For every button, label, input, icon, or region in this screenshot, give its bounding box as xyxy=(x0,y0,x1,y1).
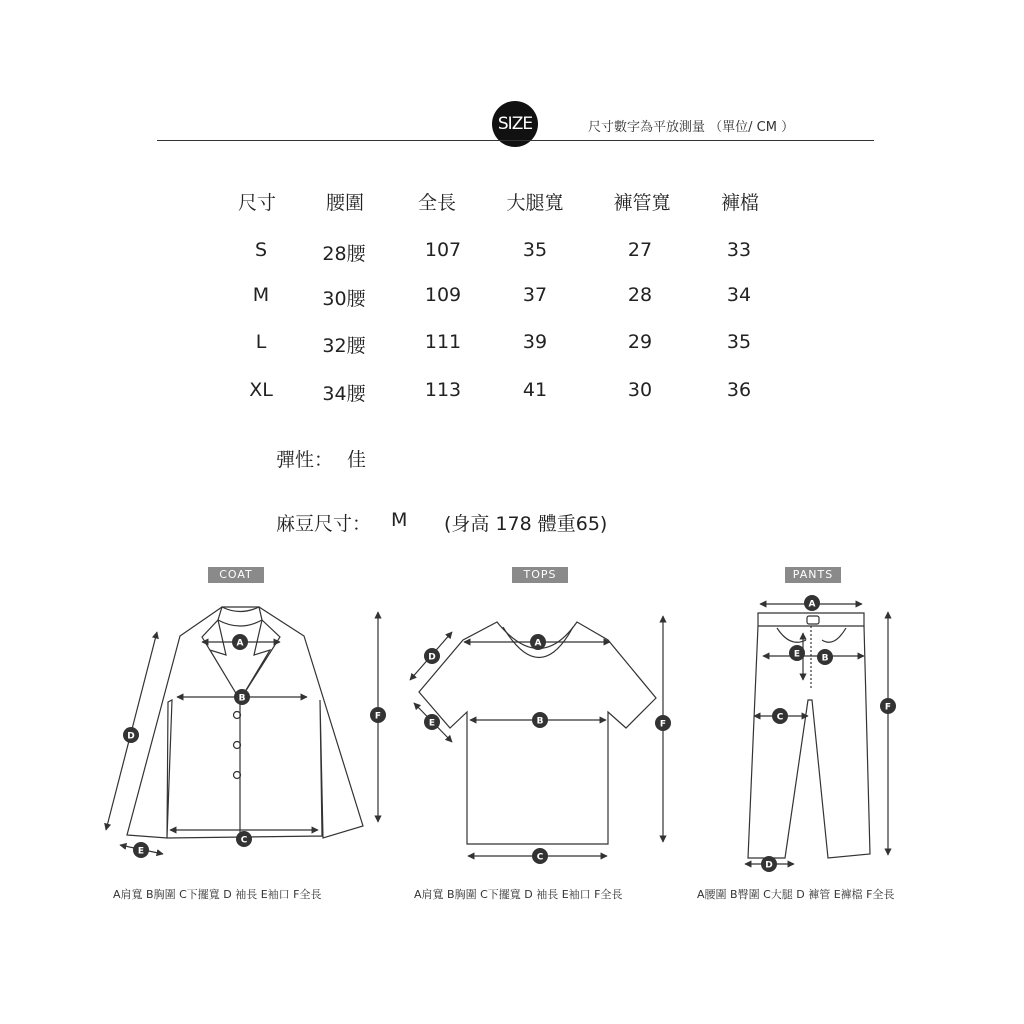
coat-markers xyxy=(123,634,386,858)
marker-f xyxy=(655,715,671,731)
coat-tag: COAT xyxy=(208,567,264,583)
table-header-thigh: 大腿寬 xyxy=(506,192,564,214)
svg-text:F: F xyxy=(884,702,892,713)
table-cell: 28腰 xyxy=(322,243,366,265)
table-cell: 29 xyxy=(627,331,653,353)
marker-e xyxy=(133,842,149,858)
svg-text:D: D xyxy=(127,731,135,742)
tops-tag: TOPS xyxy=(512,567,568,583)
marker-e xyxy=(424,714,440,730)
marker-b xyxy=(532,712,548,728)
table-cell: 35 xyxy=(522,239,548,261)
elasticity-value: 佳 xyxy=(347,449,367,471)
table-cell: 27 xyxy=(627,239,653,261)
marker-b xyxy=(817,649,833,665)
measurement-note: 尺寸數字為平放測量 （單位/ CM ） xyxy=(588,120,795,135)
table-cell: S xyxy=(254,239,268,261)
table-cell: 28 xyxy=(627,284,653,306)
svg-text:A: A xyxy=(808,599,816,610)
marker-d xyxy=(123,727,139,743)
svg-text:F: F xyxy=(659,719,667,730)
table-cell: 32腰 xyxy=(322,335,366,357)
table-cell: 33 xyxy=(726,239,752,261)
marker-b xyxy=(234,689,250,705)
svg-text:C: C xyxy=(776,712,784,723)
svg-text:D: D xyxy=(765,860,773,871)
tshirt-outline xyxy=(419,622,656,844)
marker-e xyxy=(789,645,805,661)
tops-diagram xyxy=(410,616,663,856)
marker-c xyxy=(532,848,548,864)
svg-text:C: C xyxy=(240,835,248,846)
svg-text:D: D xyxy=(428,652,436,663)
marker-f xyxy=(880,698,896,714)
marker-a xyxy=(530,634,546,650)
coat-lapel-left xyxy=(202,620,240,700)
marker-a xyxy=(232,634,248,650)
marker-a xyxy=(804,595,820,611)
model-size-value: M xyxy=(391,509,408,531)
svg-text:B: B xyxy=(536,716,544,727)
table-header-size: 尺寸 xyxy=(237,192,277,214)
pants-outline xyxy=(748,626,870,858)
table-cell: 111 xyxy=(424,331,462,353)
svg-text:A: A xyxy=(236,638,244,649)
elasticity-label: 彈性： xyxy=(276,449,334,471)
coat-lapel-right xyxy=(240,620,280,700)
tops-caption: A肩寬 B胸圍 C下擺寬 D 袖長 E袖口 F全長 xyxy=(414,888,623,901)
table-cell: 30腰 xyxy=(322,288,366,310)
table-cell: 113 xyxy=(424,379,462,401)
model-size-label: 麻豆尺寸： xyxy=(276,513,372,535)
table-header-leg-opening: 褲管寬 xyxy=(613,192,671,214)
svg-text:E: E xyxy=(793,649,801,660)
svg-text:E: E xyxy=(137,846,145,857)
pants-diagram xyxy=(745,604,888,864)
marker-d xyxy=(761,856,777,872)
marker-c xyxy=(772,708,788,724)
table-cell: 107 xyxy=(424,239,462,261)
table-cell: 39 xyxy=(522,331,548,353)
svg-text:C: C xyxy=(536,852,544,863)
marker-c xyxy=(236,831,252,847)
table-header-rise: 褲檔 xyxy=(720,192,760,214)
svg-text:E: E xyxy=(428,718,436,729)
table-cell: M xyxy=(252,284,270,306)
svg-text:B: B xyxy=(238,693,246,704)
model-body-detail: (身高 178 體重65) xyxy=(444,513,608,535)
table-cell: 35 xyxy=(726,331,752,353)
table-cell: 109 xyxy=(424,284,462,306)
marker-f xyxy=(370,707,386,723)
pants-tag: PANTS xyxy=(785,567,841,583)
size-badge: SIZE xyxy=(492,101,538,147)
table-header-length: 全長 xyxy=(417,192,457,214)
coat-collar xyxy=(218,607,262,626)
table-cell: L xyxy=(255,331,267,353)
table-cell: 36 xyxy=(726,379,752,401)
svg-text:A: A xyxy=(534,638,542,649)
pants-caption: A腰圍 B臀圍 C大腿 D 褲管 E褲檔 F全長 xyxy=(697,888,895,901)
table-cell: 37 xyxy=(522,284,548,306)
table-cell: 34腰 xyxy=(322,383,366,405)
table-cell: XL xyxy=(249,379,273,401)
table-cell: 30 xyxy=(627,379,653,401)
tops-markers xyxy=(424,634,671,864)
marker-d xyxy=(424,648,440,664)
coat-caption: A肩寬 B胸圍 C下擺寬 D 袖長 E袖口 F全長 xyxy=(113,888,322,901)
table-header-waist: 腰圍 xyxy=(325,192,365,214)
svg-text:B: B xyxy=(821,653,829,664)
pants-markers xyxy=(761,595,896,872)
svg-text:F: F xyxy=(374,711,382,722)
table-cell: 41 xyxy=(522,379,548,401)
table-cell: 34 xyxy=(726,284,752,306)
